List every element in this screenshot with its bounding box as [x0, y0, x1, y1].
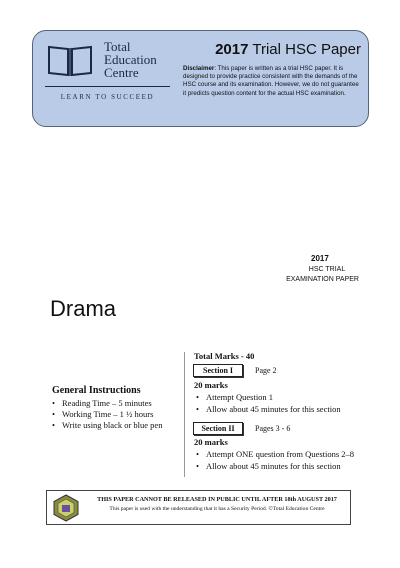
section-2-pages: Pages 3 - 6: [255, 424, 291, 433]
logo-text-education: Education: [104, 52, 157, 67]
section-1-pages: Page 2: [255, 366, 277, 375]
total-marks: Total Marks - 40: [194, 351, 255, 361]
instruction-item: • Reading Time – 5 minutes: [62, 398, 152, 408]
logo-text-total: Total: [104, 39, 131, 54]
disclaimer-text: : This paper is written as a trial HSC paper. It is designed to provide practice consistent with the demands of the HSC course and its examination. However, we do not guarantee it predicts question content for the actual HSC examination.: [183, 65, 359, 97]
paper-title-text: Trial HSC Paper: [248, 41, 361, 58]
header-card: [32, 30, 369, 127]
logo-text-centre: Centre: [104, 65, 139, 80]
subject-title: Drama: [50, 296, 117, 321]
section-2-item: • Allow about 45 minutes for this section: [206, 461, 341, 471]
section-1-marks: 20 marks: [194, 380, 228, 390]
instruction-item: • Write using black or blue pen: [62, 420, 162, 430]
column-divider: [184, 352, 185, 477]
logo-divider: [45, 86, 170, 87]
security-notice-text: This paper is used with the understanding that it has a Security Period. ©Total Education Centre: [109, 506, 325, 512]
section-1-item: • Attempt Question 1: [206, 392, 273, 402]
section-1-label: Section I: [193, 364, 243, 377]
meta-hsc-trial: HSC TRIAL: [308, 266, 346, 273]
paper-title-year: 2017: [215, 41, 249, 58]
logo-tagline: LEARN TO SUCCEED: [60, 93, 155, 101]
disclaimer-label: Disclaimer: [183, 65, 215, 72]
section-2-label: Section II: [193, 422, 243, 435]
paper-title: [189, 41, 361, 59]
instruction-item: • Working Time – 1 ½ hours: [62, 409, 153, 419]
meta-examination-paper: EXAMINATION PAPER: [286, 276, 359, 283]
section-1-item: • Allow about 45 minutes for this section: [206, 404, 341, 414]
section-2-item: • Attempt ONE question from Questions 2–8: [206, 449, 354, 459]
disclaimer: [183, 65, 363, 98]
open-book-logo-icon: [47, 43, 93, 77]
section-2-marks: 20 marks: [194, 437, 228, 447]
security-seal-icon: [52, 494, 80, 522]
general-instructions-title: General Instructions: [52, 385, 141, 396]
meta-year: 2017: [311, 254, 329, 263]
security-notice-headline: THIS PAPER CANNOT BE RELEASED IN PUBLIC UNTIL AFTER 18th AUGUST 2017: [97, 496, 337, 503]
security-notice-box: [46, 490, 351, 525]
